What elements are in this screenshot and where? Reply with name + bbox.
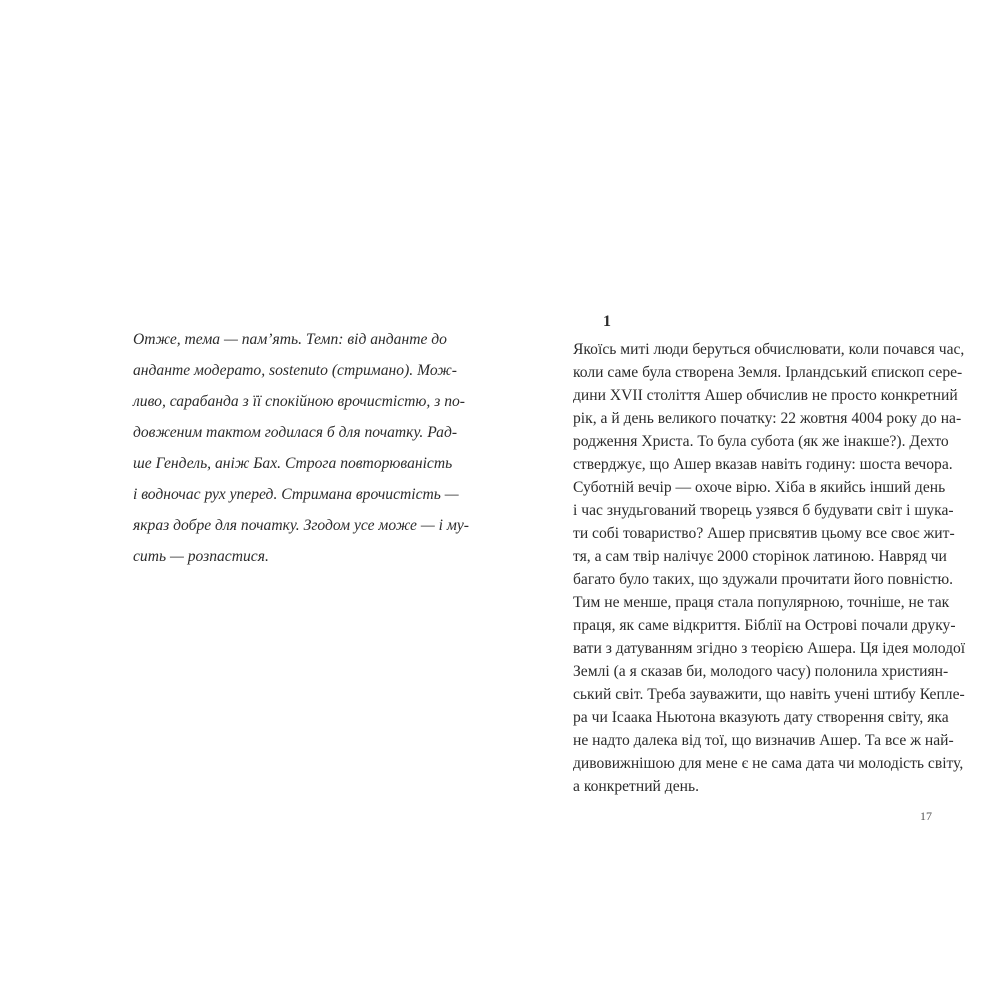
body-line: дини XVII століття Ашер обчислив не просто конкретний [573, 387, 958, 404]
epigraph-line: якраз добре для початку. Згодом усе може — і му- [133, 517, 469, 534]
body-line: і час знудьгований творець узявся б будувати світ і шука- [573, 502, 954, 519]
body-line: Якоїсь миті люди беруться обчислювати, коли почався час, [573, 341, 965, 358]
body-line: коли саме була створена Земля. Ірландський єпископ сере- [573, 364, 963, 381]
epigraph-line: Отже, тема — пам’ять. Темп: від анданте до [133, 331, 447, 348]
body-line: не надто далека від тої, що визначив Ашер. Та все ж най- [573, 732, 954, 749]
right-page [500, 0, 1000, 1000]
body-line: а конкретний день. [573, 778, 699, 795]
body-line: Землі (а я сказав би, молодого часу) полонила християн- [573, 663, 949, 680]
body-line: родження Христа. То була субота (як же інакше?). Дехто [573, 433, 949, 450]
body-line: ти собі товариство? Ашер присвятив цьому все своє жит- [573, 525, 955, 542]
epigraph-line: і водночас рух уперед. Стримана врочистість — [133, 486, 459, 503]
body-line: тя, а сам твір налічує 2000 сторінок латиною. Навряд чи [573, 548, 947, 565]
epigraph-line: сить — розпастися. [133, 548, 269, 565]
body-line: вати з датуванням згідно з теорією Ашера. Ця ідея молодої [573, 640, 966, 657]
chapter-number: 1 [603, 313, 611, 330]
epigraph-line: довженим тактом годилася б для початку. Рад- [133, 424, 458, 441]
epigraph-line: ливо, сарабанда з її спокійною врочистістю, з по- [133, 393, 465, 410]
body-line: рік, а й день великого початку: 22 жовтня 4004 року до на- [573, 410, 962, 427]
epigraph-line: анданте модерато, sostenuto (стримано). Мож- [133, 362, 457, 379]
body-line: стверджує, що Ашер вказав навіть годину: шоста вечора. [573, 456, 953, 473]
body-line: Тим не менше, праця стала популярною, точніше, не так [573, 594, 950, 611]
body-line: ра чи Ісаака Ньютона вказують дату створення світу, яка [573, 709, 949, 726]
body-line: ський світ. Треба зауважити, що навіть учені штибу Кепле- [573, 686, 965, 703]
body-line: праця, як саме відкриття. Біблії на Острові почали друку- [573, 617, 956, 634]
body-line: Суботній вечір — охоче вірю. Хіба в якийсь інший день [573, 479, 946, 496]
page-number: 17 [920, 809, 932, 823]
body-line: дивовижнішою для мене є не сама дата чи молодість світу, [573, 755, 964, 772]
epigraph-line: ше Гендель, аніж Бах. Строга повторюваність [133, 455, 453, 472]
body-line: багато було таких, що здужали прочитати його повністю. [573, 571, 954, 588]
